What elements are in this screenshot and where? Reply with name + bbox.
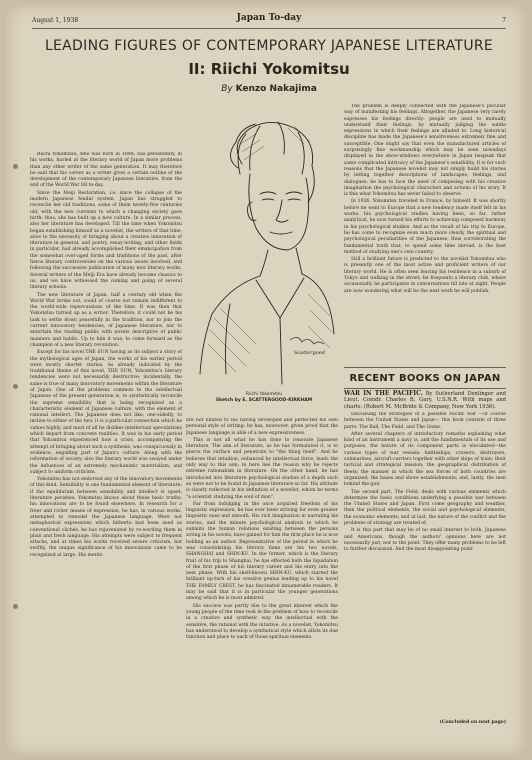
paragraph: Still a brilliant future is predicted to the novelist Yokomitsu who is presently one of the most active and proficient writers of our literary world. He is often seen leaving his residence in a suburb of Tokyo and walking in the street; he frequents a literary club, where occasionally he participates in conversations till late at night. People are now wondering what will be the next work he will publish. xyxy=(344,257,506,294)
author-portrait-sketch xyxy=(190,104,338,388)
book-details: By Sutherland Denlinger and Lieut. Comdr. Charles B. Gary, U.S.N.R. With maps and charts. (Robert M. McBride & Company, New York 1936). xyxy=(344,391,506,410)
binding-hole xyxy=(13,384,18,389)
paragraph: Far from indulging in the once acquired freedom of his linguistic expression, he has ever been striving for even greater linguistic ease and smooth. His rich imagination in narrating his stories, and the minute psychological analysis to which he submits the human relations existing between the persons acting in his novels, have gained for him the firm place he is now holding as an author. Representative of the period in which he was consolidating his literary fame are his two novels, SHANGHAI and SHIN-KU. In the former, which is the literary fruit of his trip to Shanghai, he has effected both the liquidation of the first phase of his literary career and his entry into the next phase. With his shelf-known SHIN-KU, which started the brilliant up-turn of his creative genius leading up to his novel THE FAMILY CREST, he has fascinated innumerable readers. It may be said that it is in particular the younger generations among which he is most admired. xyxy=(186,501,338,602)
portrait-drawing xyxy=(190,104,338,388)
paragraph: The problem is deeply connected with the Japanese's peculiar way of manifesting his feelings. Altogether, the Japanese very rarely expresses his feelings directly: people are used to mutually understand their feelings, by mutually judging the subtle expressions in which their feelings are alluded to. Long historical discipline has made the Japanese's sensitiveness extremely fine and susceptible. One might say that even the manufactured articles of surprisingly fine workmanship which may be seen nowadays displayed in the show-windows everywhere in Japan bespeak that same complicated intricacy of the Japanese's sensibility. It is for such reasons that the Japanese novelist may not simply build his stories by letting together descriptions of landscapes, feelings, and dialogues; he has to face the need of composing with his creative imagination the psychological characters and actions of his story. It is this what Yokomitsu has never failed to observe. xyxy=(344,104,506,198)
paragraph: The new literature of Japan, half a century old when the World War broke out, could of course not remain indifferent to the world-wide repercussions of the time. It was then that Yokomitsu turned up as a writer. Therefore, it could not be his task to settle down peacefully in the tradition, nor to join the current innovatory tendencies, of Japanese literature, nor to entertain the reading public with novels descriptive of public manners and habits. Up to him it was, to come forward as the champion of a new literary revolution. xyxy=(30,292,182,348)
paragraph: Yokomitsu has not endorsed any of the innovatory movements of this kind. Sensibility is one fundamental element of literature; if the equilibrium between sensibility and intellect is upset, literature perishes. Yokomitsu knows about these basic truths; his innovations are to be found elsewhere. In research for a freer and richer means of expression, he has, in various works, attempted to remodel the Japanese language. Were not metaphorical expressions which hitherto had been used as conventional clichés, he has rejuvenated by re-wording them in plain and fresh language. His attempts were subject to frequent attacks, and at times his works received severe criticism, but swiftly, the unique significance of his innovations came to be recognized at large. His merits xyxy=(30,477,182,558)
paragraph: His success was partly due to the great interest which the young people of the time took in the problem of how to reconcile in a creative and synthetic way the intellectual with the sensitive, the rational with the intuitive. As a novelist, Yokomitsu has understood to develop a synthetical style which allots its due function and place to each of those spiritual elements. xyxy=(186,603,338,641)
page-number: 7 xyxy=(502,17,506,24)
magazine-page xyxy=(6,4,526,756)
paragraph: The second part, The Field, deals with various elements which determine the basic conditions underlying a possible war between the United States and Japan. First come geography and weather, then the political elements, the social and psychological elements, the economic elements; and at last, the nature of the conflict and the problems of strategy are treated of. xyxy=(344,489,506,527)
byline-author: Kenzo Nakajima xyxy=(235,84,317,94)
paragraph: In 1936, Yokomitsu traveled to France, by himself. It was shortly before he went to Europe that a new tendency made itself felt in his works: his psychological studies having been, so far, rather analytical, he now turned his efforts to achieving composed harmony in his psychological studies. And as the result of his trip to Europe, he has come to recognize even much more clearly the spiritual and psychological peculiarities of the Japanese, thus corroborating the fundamental truth that, to spend some time abroad, is the best method of studying one's own country. xyxy=(344,199,506,255)
caption-credit: Sketch by E. SCATTERGOOD-KIRKHAM xyxy=(215,398,313,403)
book-review-body xyxy=(344,412,506,722)
paragraph: Discussing the strategies of a possible Pacific war —of course between the United States and Japan— this book consists of three parts: The Ball, The Field, and The Game. xyxy=(344,412,506,430)
binding-hole xyxy=(13,604,18,609)
binding-hole xyxy=(13,164,18,169)
paragraph: This is not all what he has done to renovate Japanese literature. The aim of literature, as he has formulated it, is to pierce the surface and penetrate to "the thing itself". And he believes that intuition, enhanced by intellectual force, leads the only way to this aim; in here lies the reason why he rejects extreme rationalism in literature. On the other hand, he has introduced into literature psychological studies of a depth such as were not to be found in Japanese literature so far. His attitude is clearly reflected in his definition of a novelist, whom he terms "a scientist studying the soul of man". xyxy=(186,437,338,500)
byline xyxy=(26,84,512,94)
paragraph: After several chapters of introductory remarks explaining what kind of an instrument a navy is, and the fundamentals of its use and purposes, the nature of its component parts is elucidated—the various types of war vessels: battleships, cruisers, destroyers, submarines, aircraft-carriers together with other ships of train; their tactical and strategical mission; the geographical distribution of fleets; the manner in which the sea forces of both countries are organized; the bases and shore establishments; and, lastly, the men behind the gun. xyxy=(344,431,506,488)
page-header xyxy=(32,12,506,29)
continued-note: (Concluded on next page) xyxy=(439,720,506,725)
paragraph: Except for his novel THE SUN having as its subject a story of the mythological ages of Japan, the works of his earlier period were mostly shorter stories. As already indicated by the traditional theme of this novel, THE SUN, Yokomitsu's literary tendencies were not necessarily destructive; incidentally, the same is true of many innovatory movements within the literature of Japan. One of the problems common to the intellectual Japanese of the present generation is, to synthetically reconcile the supreme sensibility that is being recognized as a characteristic element of Japanese culture, with the element of rational intellect. The Japanese does not like, one-sidedly, to incline to either of the two; it is a particular connection which he values highly, and most of all he dislikes intellectual speculations which depart from concrete realities. It was in his early period that Yokomitsu experienced how a crisis, accompanying the attempt of bringing about such a synthesis, was conspicuously in evidence, engulfing part of Japan's culture. Along with the reformation of society, also the literary world was swayed under the influences of an extremely mechanistic materialism, and subject to uniform criticism. xyxy=(30,350,182,475)
book-review-header xyxy=(344,391,506,410)
paragraph: It is this part that may be of no small interest to both, Japanese and Americans, though the authors' opinions here are not necessarily just, nor to the point. They offer many problems to be left to further discussion. And the most disappointing point xyxy=(344,528,506,553)
paragraph: Riichi Yokomitsu, who was born in 1898, has persistently, in his works, hurled at the literary world of Japan more problems than any other writer of the same generation. It may therefore be said that his career as a writer gives a certain outline of the development of the contemporary Japanese literature, from the end of the World War till to-day. xyxy=(30,152,182,189)
portrait-caption xyxy=(190,392,338,404)
artist-signature: Scattergood xyxy=(294,350,325,356)
book-title: WAR IN THE PACIFIC. xyxy=(344,390,423,397)
paragraph: are not limited to his having developed and perfected his own personal style of writing: he has, moreover, given proof that the Japanese language is able of a new expressiveness. xyxy=(186,418,338,436)
paragraph: Since the Meiji Restoration, i.e. since the collapse of the modern Japanese feudal system, Japan has struggled to reconcile her old traditions, some of them twenty-five centuries old, with the new currents to which a changing society gave birth: thus, she has built up a new culture. In a similar process, also her literature has developed. Till the time when Yokomitsu began establishing himself as a novelist, the writers of that time, alive to the necessity of bringing about a creative innovation of literature in general, and poetry, essay-writing, and other fields in particular, had already accomplished their emancipation from the somewhat over-aged forms and traditions of the past, after fierce literary controversies on the various issues involved, and following the successive publication of many new literary works. Several writers of the Meiji Era have already become classics to us, and we have witnessed the coming and going of several literary schools. xyxy=(30,190,182,291)
caption-name: Riichi Yokomitsu xyxy=(245,392,283,397)
article-title: LEADING FIGURES OF CONTEMPORARY JAPANESE LITERATURE xyxy=(44,38,494,54)
article-column-middle xyxy=(186,418,338,738)
issue-date: August 1, 1938 xyxy=(32,17,79,24)
byline-prefix: By xyxy=(221,84,233,94)
article-column-right xyxy=(344,104,506,358)
section-heading-recent-books: RECENT BOOKS ON JAPAN xyxy=(344,367,506,389)
article-subtitle: II: Riichi Yokomitsu xyxy=(188,60,350,78)
magazine-name: Japan To-day xyxy=(236,13,302,23)
article-column-left xyxy=(30,152,182,717)
